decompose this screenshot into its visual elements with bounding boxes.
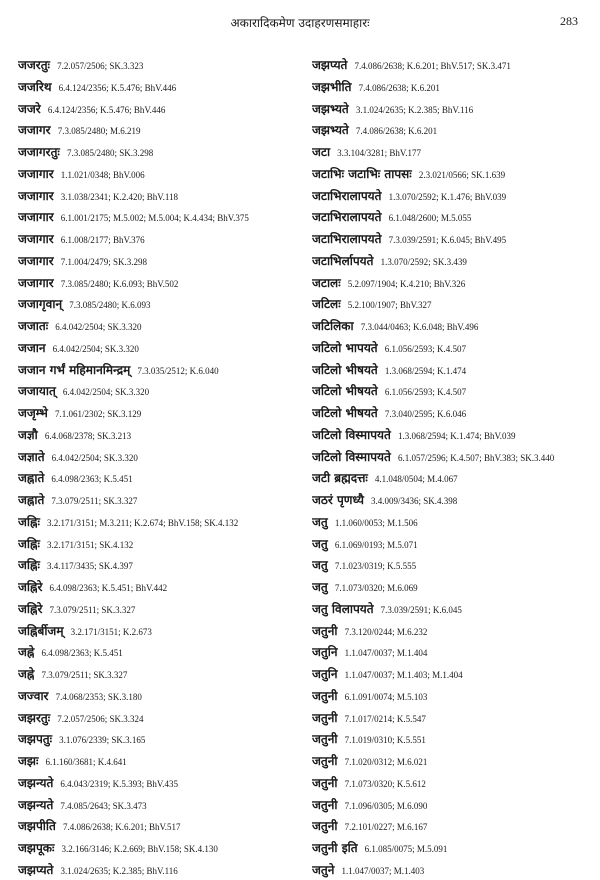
entry-references: 5.2.100/1907; BhV.327 — [347, 300, 432, 311]
entry-headword: जझभ्यते — [312, 101, 349, 116]
entry-references: 1.3.070/2592; K.1.476; BhV.039 — [388, 191, 507, 202]
entry-references: 7.1.019/0310; K.5.551 — [344, 735, 426, 746]
entry-headword: जटिलो भापयते — [312, 340, 378, 355]
entry-references: 7.4.086/2638; K.6.201 — [355, 126, 438, 137]
index-entry — [18, 466, 308, 488]
entry-headword: जजागृवान् — [18, 297, 63, 312]
entry-headword: जह्नाते — [18, 471, 45, 486]
entry-headword: जजृम्भे — [18, 406, 48, 420]
entry-headword: जटाभिः जटाभिः तापसः — [312, 166, 412, 181]
index-entry — [312, 814, 596, 836]
entry-headword: जझः — [18, 754, 39, 768]
entry-headword: जतुनी — [312, 775, 338, 790]
entry-references: 7.1.004/2479; SK.3.298 — [60, 256, 148, 267]
entry-headword: जजरे — [18, 101, 41, 116]
index-entry — [18, 423, 308, 445]
entry-references: 3.4.009/3436; SK.4.398 — [371, 496, 458, 506]
index-entry — [18, 445, 308, 467]
index-entry — [18, 379, 308, 401]
entry-references: 7.4.086/2638; K.6.201; BhV.517 — [62, 822, 181, 833]
entry-references: 3.2.171/3151; K.2.673 — [70, 626, 152, 637]
index-entry — [312, 662, 596, 684]
entry-headword: जजरतुः — [18, 58, 50, 72]
entry-references: 7.3.079/2511; SK.3.327 — [49, 604, 136, 615]
entry-headword: जतुनी — [312, 710, 338, 725]
entry-headword: जह्नाते — [18, 493, 45, 507]
entry-references: 1.1.047/0037; M.1.404 — [344, 648, 428, 659]
entry-headword: जजागर — [18, 123, 51, 138]
entry-headword: जज्ञाते — [18, 449, 45, 464]
entry-references: 3.2.166/3146; K.2.669; BhV.158; SK.4.130 — [61, 844, 218, 854]
entry-headword: जटाभिरालापयते — [312, 188, 382, 203]
entry-references: 7.2.057/2506; SK.3.323 — [57, 61, 144, 71]
index-entry — [18, 727, 308, 749]
entry-headword: जतुनी इति — [312, 841, 358, 855]
entry-references: 6.4.042/2504; SK.3.320 — [52, 343, 139, 354]
entry-references: 1.1.021/0348; BhV.006 — [60, 169, 145, 180]
index-entry — [312, 858, 596, 880]
entry-references: 7.3.039/2591; K.6.045 — [380, 604, 462, 615]
index-entry — [18, 749, 308, 771]
entry-headword: जटिलिका — [312, 319, 354, 333]
index-entry — [18, 162, 308, 184]
entry-references: 6.1.091/0074; M.5.103 — [344, 691, 428, 702]
index-entry — [312, 271, 596, 293]
index-entry — [312, 292, 596, 314]
entry-references: 1.3.070/2592; SK.3.439 — [380, 256, 467, 267]
index-entry — [18, 97, 308, 119]
entry-references: 6.1.056/2593; K.4.507 — [384, 343, 467, 354]
entry-references: 1.1.060/0053; M.1.506 — [334, 517, 418, 528]
entry-headword: जटा — [312, 145, 331, 159]
entry-references: 2.3.021/0566; SK.1.639 — [418, 169, 506, 180]
entry-headword: जह्निरे — [18, 601, 43, 616]
entry-references: 7.1.073/0320; M.6.069 — [334, 583, 418, 593]
index-entry — [18, 292, 308, 314]
entry-references: 5.2.097/1904; K.4.210; BhV.326 — [347, 278, 466, 289]
entry-references: 4.1.048/0504; M.4.067 — [374, 474, 458, 485]
entry-headword: जजागरतुः — [18, 145, 60, 159]
index-entry — [312, 53, 596, 75]
index-entry — [312, 575, 596, 597]
entry-headword: जटालः — [312, 275, 341, 290]
index-entry — [312, 140, 596, 162]
entry-references: 3.3.104/3281; BhV.177 — [337, 148, 421, 158]
index-entry — [18, 401, 308, 423]
entry-headword: जटाभिरालापयते — [312, 232, 382, 246]
index-entry — [312, 793, 596, 815]
entry-references: 7.3.039/2591; K.6.045; BhV.495 — [388, 235, 507, 245]
entry-references: 6.4.098/2363; K.5.451; BhV.442 — [49, 583, 168, 593]
entry-references: 1.1.047/0037; M.1.403 — [341, 865, 425, 876]
entry-headword: जटिलो भीषयते — [312, 406, 378, 420]
entry-references: 7.4.068/2353; SK.3.180 — [55, 691, 142, 702]
entry-references: 3.1.024/2635; K.2.385; BhV.116 — [60, 865, 178, 876]
entry-references: 7.2.101/0227; M.6.167 — [344, 822, 428, 833]
entry-references: 6.4.042/2504; SK.3.320 — [55, 322, 142, 332]
entry-references: 7.3.035/2512; K.6.040 — [137, 365, 219, 376]
index-entry — [18, 184, 308, 206]
index-entry — [312, 336, 596, 358]
entry-headword: जह्निः — [18, 558, 40, 573]
entry-references: 7.1.023/0319; K.5.555 — [334, 561, 417, 572]
entry-headword: जतु — [312, 514, 328, 529]
entry-headword: जझपतुः — [18, 732, 53, 747]
entry-headword: जजागार — [18, 188, 54, 203]
index-entry — [18, 684, 308, 706]
index-entry — [18, 814, 308, 836]
index-entry — [18, 640, 308, 662]
index-entry — [18, 75, 308, 97]
entry-headword: जटाभिरालापयते — [312, 210, 382, 225]
entry-references: 6.1.160/3681; K.4.641 — [45, 757, 127, 767]
entry-headword: जतु — [312, 558, 328, 573]
entry-references: 3.4.117/3435; SK.4.397 — [47, 561, 133, 572]
entry-references: 7.1.017/0214; K.5.547 — [344, 713, 426, 724]
entry-references: 7.4.085/2643; SK.3.473 — [60, 800, 147, 811]
entry-references: 7.3.085/2480; M.6.219 — [57, 126, 141, 137]
index-entry — [312, 749, 596, 771]
entry-headword: जजरिथ — [18, 79, 52, 94]
entry-references: 7.1.061/2302; SK.3.129 — [54, 409, 142, 419]
entry-headword: जटाभिर्लापयते — [312, 253, 374, 268]
index-entry — [312, 706, 596, 728]
entry-headword: जटिलो विस्मापयते — [312, 449, 391, 464]
index-entry — [312, 227, 596, 249]
index-entry — [18, 858, 308, 880]
entry-references: 1.3.068/2594; K.1.474; BhV.039 — [397, 430, 516, 441]
index-entry — [18, 227, 308, 249]
index-entry — [18, 271, 308, 293]
entry-references: 6.1.008/2177; BhV.376 — [60, 235, 145, 245]
index-entry — [18, 662, 308, 684]
entry-references: 7.2.057/2506; SK.3.324 — [57, 713, 144, 724]
entry-references: 7.3.044/0463; K.6.048; BhV.496 — [360, 322, 479, 332]
entry-headword: जतुने — [312, 862, 335, 877]
index-entry — [18, 118, 308, 140]
running-title: अकारादिकमेण उदाहरणसमाहारः — [230, 16, 370, 30]
index-entry — [18, 249, 308, 271]
index-entry — [312, 379, 596, 401]
entry-headword: जतु विलापयते — [312, 601, 374, 616]
entry-headword: जतु — [312, 536, 328, 551]
entry-headword: जतुनी — [312, 688, 338, 703]
entry-headword: जह्निः — [18, 514, 40, 529]
entry-references: 3.1.076/2339; SK.3.165 — [59, 735, 146, 746]
index-entry — [18, 836, 308, 858]
entry-references: 7.3.120/0244; M.6.232 — [344, 626, 428, 637]
entry-headword: जह्निर्बीजम् — [18, 623, 64, 638]
index-entry — [18, 358, 308, 380]
index-entry — [312, 510, 596, 532]
index-entry — [312, 532, 596, 554]
entry-references: 6.1.056/2593; K.4.507 — [384, 387, 467, 398]
entry-headword: जजान गर्भं महिमानमिन्द्रम् — [18, 362, 131, 377]
entry-headword: जझन्यते — [18, 797, 54, 812]
entry-headword: जजागार — [18, 232, 54, 246]
entry-headword: जतुनी — [312, 623, 338, 638]
index-entry — [18, 553, 308, 575]
entry-headword: जजातः — [18, 319, 49, 333]
entry-references: 7.3.040/2595; K.6.046 — [384, 409, 467, 419]
index-entry — [312, 619, 596, 641]
entry-headword: जतुनी — [312, 819, 338, 834]
entry-headword: जझपीति — [18, 819, 56, 834]
entry-headword: जझरतुः — [18, 710, 51, 725]
entry-references: 6.1.048/2600; M.5.055 — [388, 213, 472, 224]
entry-headword: जटी ब्रह्मदत्तः — [312, 471, 368, 486]
index-entry — [18, 532, 308, 554]
index-entry — [312, 771, 596, 793]
entry-headword: जझन्यते — [18, 775, 54, 790]
entry-headword: जजान — [18, 340, 46, 355]
entry-references: 7.1.073/0320; K.5.612 — [344, 778, 426, 789]
entry-references: 3.1.024/2635; K.2.385; BhV.116 — [355, 104, 474, 115]
right-column — [312, 53, 596, 880]
index-entry — [312, 401, 596, 423]
entry-headword: जह्निरे — [18, 580, 43, 594]
entry-headword: जज्वार — [18, 688, 49, 703]
entry-references: 6.1.001/2175; M.5.002; M.5.004; K.4.434; BhV.375 — [60, 213, 249, 224]
entry-headword: जझभीति — [312, 79, 352, 94]
entry-references: 3.1.038/2341; K.2.420; BhV.118 — [60, 191, 179, 202]
index-entry — [312, 836, 596, 858]
entry-references: 7.3.085/2480; K.6.093 — [69, 300, 151, 311]
index-entry — [18, 53, 308, 75]
entry-headword: जजागार — [18, 275, 54, 290]
entry-references: 1.3.068/2594; K.1.474 — [384, 365, 467, 376]
entry-headword: जटिलो विस्मापयते — [312, 427, 391, 442]
entry-references: 6.4.098/2363; K.5.451 — [41, 648, 123, 659]
entry-headword: जतुनि — [312, 645, 338, 660]
entry-references: 6.4.098/2363; K.5.451 — [51, 474, 133, 485]
index-entry — [312, 75, 596, 97]
entry-references: 7.1.096/0305; M.6.090 — [344, 800, 428, 811]
entry-references: 7.4.086/2638; K.6.201; BhV.517; SK.3.471 — [354, 61, 511, 71]
entry-headword: जजायात् — [18, 384, 56, 399]
entry-references: 6.1.057/2596; K.4.507; BhV.383; SK.3.440 — [397, 452, 555, 463]
entry-references: 7.3.085/2480; K.6.093; BhV.502 — [60, 278, 179, 289]
entry-references: 6.1.069/0193; M.5.071 — [334, 539, 418, 550]
index-entry — [18, 597, 308, 619]
index-entry — [18, 336, 308, 358]
page-header — [0, 14, 600, 34]
index-entry — [18, 619, 308, 641]
entry-headword: जटिलः — [312, 297, 341, 312]
entry-references: 1.1.047/0037; M.1.403; M.1.404 — [344, 670, 463, 680]
entry-headword: जटिलो भीषयते — [312, 362, 378, 377]
entry-references: 3.2.171/3151; M.3.211; K.2.674; BhV.158; SK.4.132 — [47, 517, 239, 528]
page-number: 283 — [560, 14, 578, 28]
entry-references: 6.1.085/0075; M.5.091 — [364, 844, 448, 854]
index-entry — [312, 314, 596, 336]
entry-references: 7.3.085/2480; SK.3.298 — [66, 148, 154, 158]
index-entry — [18, 205, 308, 227]
entry-headword: जतुनि — [312, 667, 338, 681]
entry-references: 6.4.043/2319; K.5.393; BhV.435 — [60, 778, 179, 789]
entry-references: 7.3.079/2511; SK.3.327 — [51, 496, 138, 506]
entry-headword: जतुनी — [312, 732, 338, 747]
index-entry — [18, 793, 308, 815]
entry-headword: जतुनी — [312, 754, 338, 768]
entry-headword: जझप्यते — [18, 862, 54, 877]
index-entry — [312, 423, 596, 445]
index-entry — [18, 314, 308, 336]
index-entry — [18, 706, 308, 728]
index-entry — [312, 445, 596, 467]
entry-headword: जजागार — [18, 210, 54, 225]
entry-headword: जझभ्यते — [312, 123, 349, 138]
index-entry — [312, 553, 596, 575]
entry-headword: जज्ञौ — [18, 427, 38, 442]
index-entry — [312, 97, 596, 119]
index-entry — [18, 488, 308, 510]
index-entry — [312, 684, 596, 706]
entry-headword: जजागार — [18, 166, 54, 181]
entry-headword: जझप्यते — [312, 58, 348, 72]
entry-references: 3.2.171/3151; SK.4.132 — [47, 539, 134, 550]
index-entry — [312, 597, 596, 619]
entry-headword: जतु — [312, 580, 328, 594]
index-entry — [18, 771, 308, 793]
entry-headword: जतुनी — [312, 797, 338, 812]
index-entry — [312, 184, 596, 206]
index-entry — [312, 358, 596, 380]
index-entry — [312, 466, 596, 488]
index-entry — [312, 488, 596, 510]
entry-headword: जठरं पृणध्यै — [312, 493, 364, 507]
entry-headword: जह्ने — [18, 667, 35, 681]
entry-headword: जह्ने — [18, 645, 35, 660]
index-entry — [312, 727, 596, 749]
entry-references: 7.3.079/2511; SK.3.327 — [41, 670, 128, 680]
index-entry — [312, 249, 596, 271]
entry-references: 7.1.020/0312; M.6.021 — [344, 757, 428, 767]
entry-headword: जह्निः — [18, 536, 40, 551]
entry-references: 6.4.124/2356; K.5.476; BhV.446 — [58, 82, 177, 93]
entry-headword: जटिलो भीषयते — [312, 384, 378, 399]
index-entry — [312, 640, 596, 662]
index-entry — [312, 205, 596, 227]
index-entry — [18, 510, 308, 532]
index-entry — [18, 575, 308, 597]
entry-references: 6.4.042/2504; SK.3.320 — [51, 452, 138, 463]
entry-references: 7.4.086/2638; K.6.201 — [358, 82, 440, 93]
index-entry — [18, 140, 308, 162]
entry-references: 6.4.124/2356; K.5.476; BhV.446 — [47, 104, 166, 115]
left-column — [18, 53, 308, 880]
index-entry — [312, 118, 596, 140]
entry-references: 6.4.068/2378; SK.3.213 — [44, 430, 132, 441]
index-entry — [312, 162, 596, 184]
entry-references: 6.4.042/2504; SK.3.320 — [62, 387, 150, 398]
entry-headword: जझपूकः — [18, 841, 55, 855]
entry-headword: जजागार — [18, 253, 54, 268]
